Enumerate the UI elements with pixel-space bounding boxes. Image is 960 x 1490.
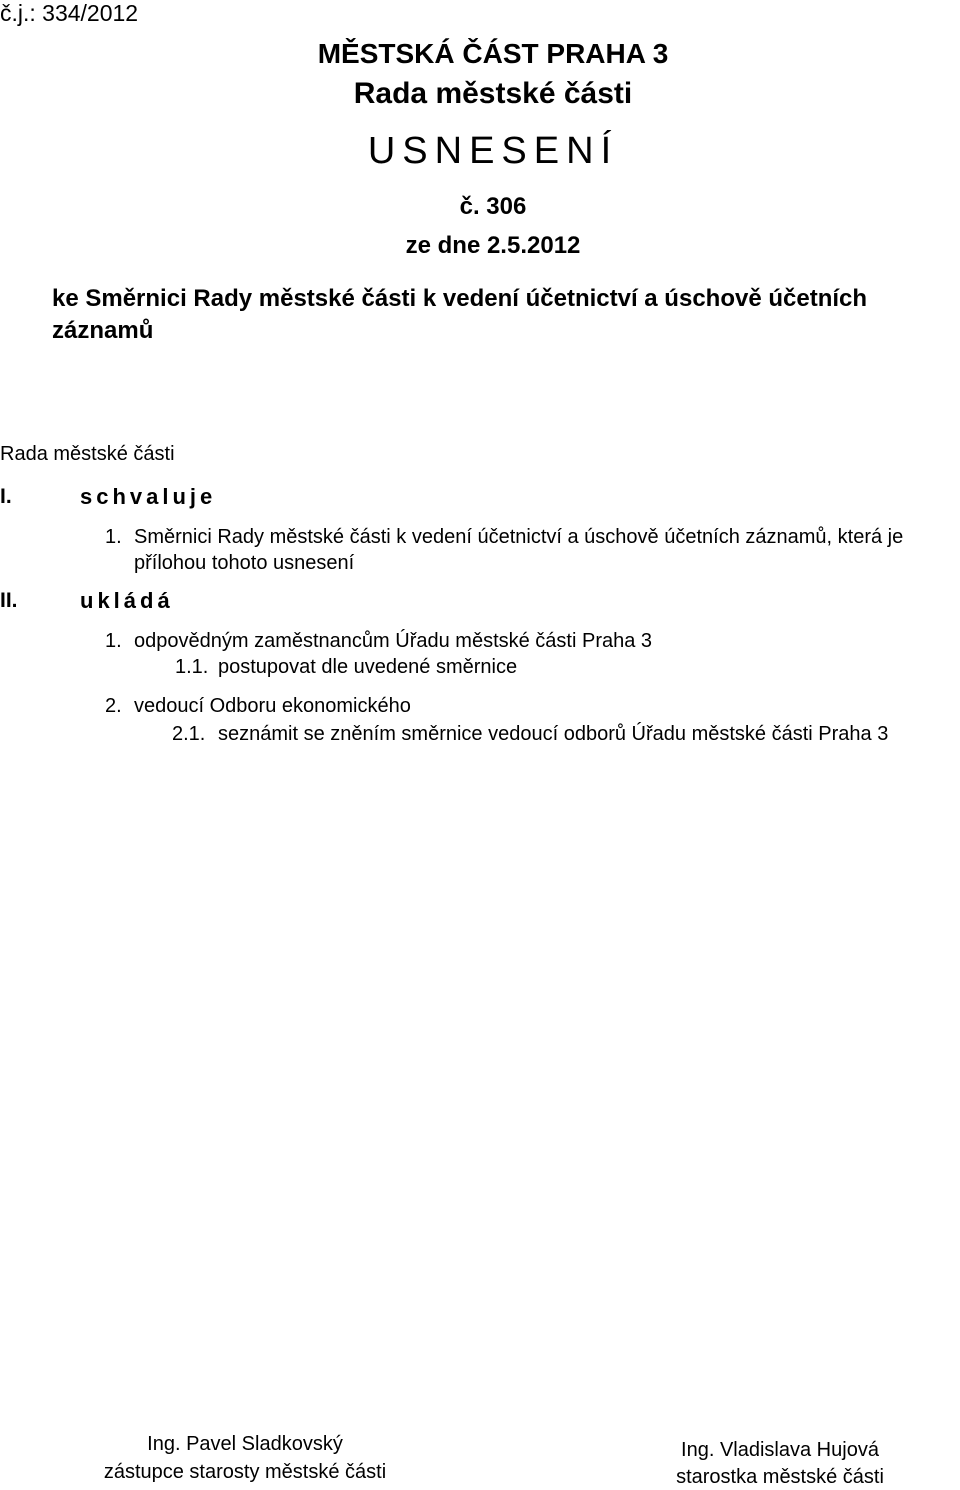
item-number: 2. [105,695,122,717]
signature-name-deputy: Ing. Pavel Sladkovský [147,1433,343,1455]
reference-number: č.j.: 334/2012 [0,0,139,26]
item-text-continued: přílohou tohoto usnesení [134,552,355,574]
signature-name-mayor: Ing. Vladislava Hujová [681,1439,879,1461]
council-title: Rada městské části [353,77,633,110]
signature-role-mayor: starostka městské části [676,1466,884,1488]
document-type: USNESENÍ [367,130,619,172]
resolution-number: č. 306 [459,193,527,220]
section-verb-schvaluje: schvaluje [80,484,217,509]
item-number: 1. [105,630,122,652]
item-number: 1. [105,526,122,548]
subitem-text: postupovat dle uvedené směrnice [218,656,518,678]
resolution-subject: ke Směrnici Rady městské části k vedení účetnictví a úschově účetních záznamů [52,285,868,344]
subitem-number: 2.1. [172,723,206,745]
district-title: MĚSTSKÁ ČÁST PRAHA 3 [317,38,669,69]
subitem-text: seznámit se zněním směrnice vedoucí odborů Úřadu městské části Praha 3 [218,723,889,745]
section-verb-uklada: ukládá [80,588,174,613]
resolution-date: ze dne 2.5.2012 [405,232,581,259]
section-numeral-1: I. [0,485,12,508]
item-text: vedoucí Odboru ekonomického [134,695,411,717]
item-text: odpovědným zaměstnancům Úřadu městské části Praha 3 [134,630,653,652]
item-text: Směrnici Rady městské části k vedení účetnictví a úschově účetních záznamů, která je [134,526,904,548]
section-numeral-2: II. [0,589,18,612]
signature-role-deputy: zástupce starosty městské části [103,1461,387,1483]
subitem-number: 1.1. [175,656,209,678]
council-intro: Rada městské části [0,443,175,465]
